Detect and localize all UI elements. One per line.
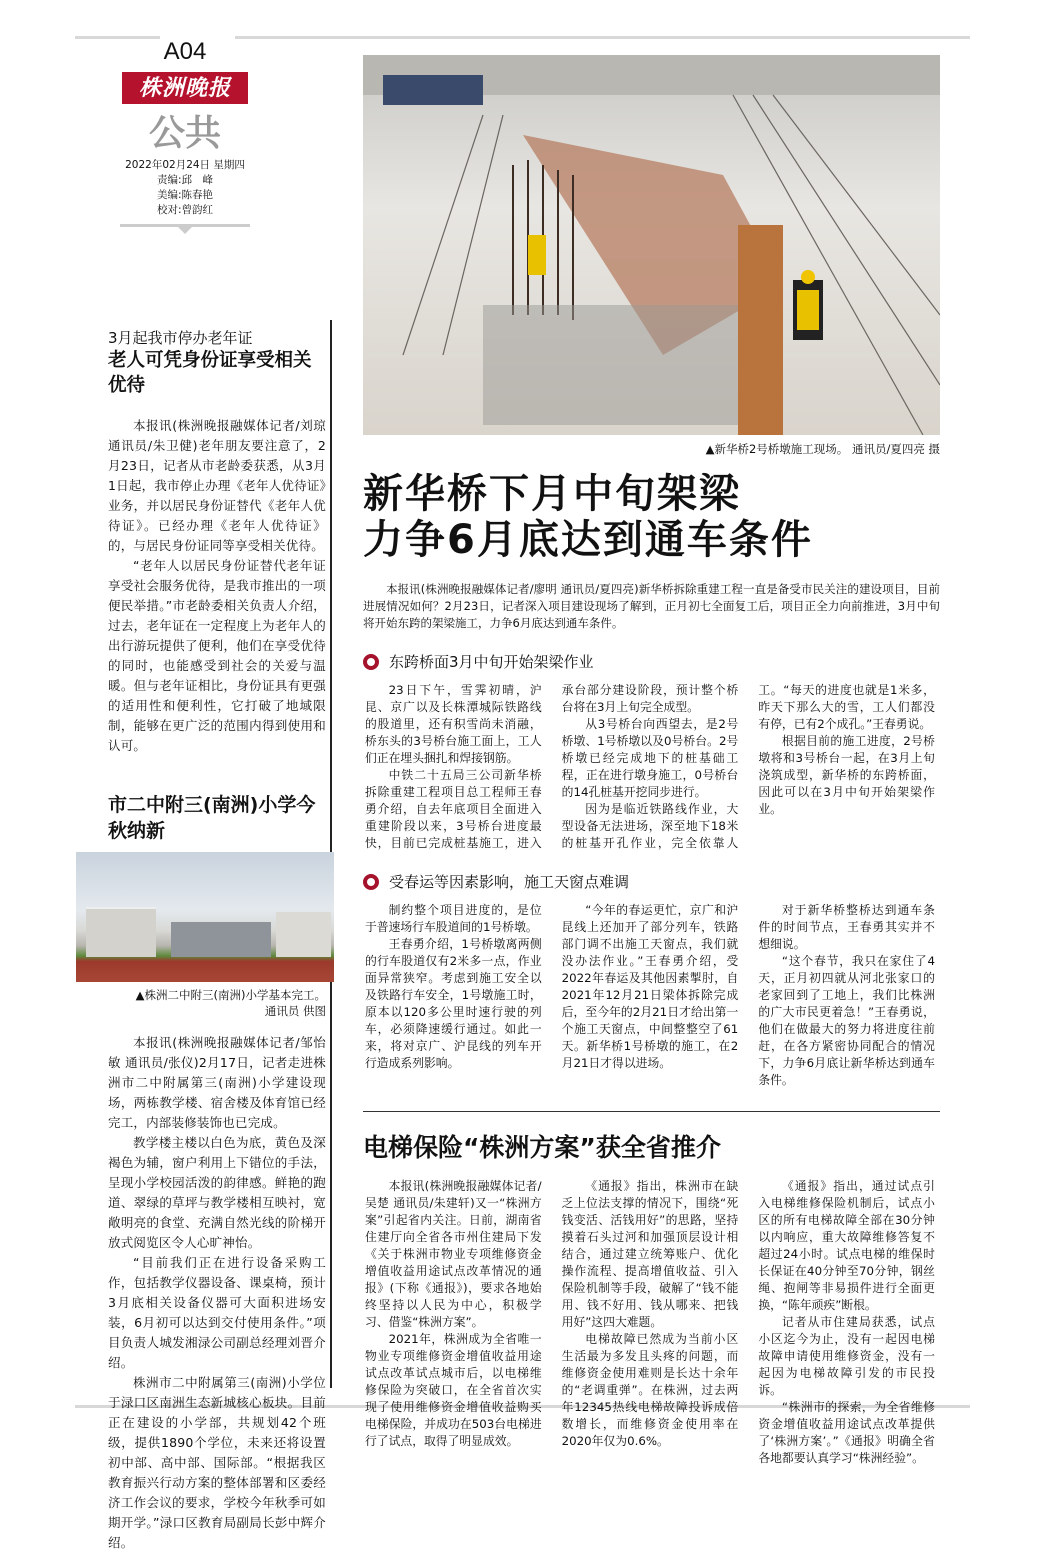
ring-bullet-icon [363,654,379,670]
bridge-lead: 本报讯(株洲晚报融媒体记者/廖明 通讯员/夏四亮)新华桥拆除重建工程一直是备受市民关注的建设项目，目前进展情况如何？2月23日，记者深入项目建设现场了解到，正月初七全面复工后，项目正全力向前推进，3月中旬将开始东跨的架梁施工，力争6月底达到通车条件。 [363,582,940,630]
section-heading [363,652,940,672]
editor: 责编:邱 峰 [156,174,214,186]
building-right [276,912,331,957]
article-school-body [108,1033,326,1553]
paragraph: 根据目前的施工进度，2号桥墩将和3号桥台一起，在3月上旬浇筑成型，新华桥的东跨桥面，因此可以在3月中旬开始架梁作业。 [758,734,935,816]
paragraph: “目前我们正在进行设备采购工作，包括教学仪器设备、课桌椅，预计3月底相关设备仪器可大面积进场安装，6月初可以达到交付使用条件。”项目负责人城发湘渌公司副总经理刘晋介绍。 [108,1255,326,1370]
article-divider [363,1111,940,1112]
headline-line: 新华桥下月中旬架梁 [363,471,741,517]
paragraph: 《通报》指出，通过试点引入电梯维修保险机制后，试点小区的所有电梯故障全部在30分钟以内响应，重大故障维修答复不超过24小时。试点电梯的维保时长保证在40分钟至70分钟，钢丝绳、抱闸等非易损件进行全面更换，“陈年顽疾”断根。 [758,1179,935,1312]
paragraph: 记者从市住建局获悉，试点小区迄今为止，没有一起因电梯故障申请使用维修资金，没有一起因为电梯故障引发的市民投诉。 [758,1315,935,1397]
paragraph: 制约整个项目进度的，是位于普速场行车股道间的1号桥墩。 [365,903,542,934]
masthead [105,38,265,227]
caption-text: ▲株洲二中附三(南洲)小学基本完工。 [135,988,326,1002]
paragraph: 王春勇介绍，1号桥墩离两侧的行车股道仅有2米多一点，作业面异常狭窄。考虑到施工安全以及铁路行车安全，1号墩施工时，原本以120多公里时速行驶的列车，必须降速缓行通过。如此一来，将对京广、沪昆线的列车开行造成系列影响。 [365,937,542,1070]
caption-credit: 通讯员 供图 [264,1004,326,1018]
article-kicker: 3月起我市停办老年证 [108,329,253,347]
left-column [108,328,326,1553]
paragraph: “这个春节，我只在家住了4天，正月初四就从河北张家口的老家回到了工地上，我们比株洲的广大市民更着急！”王春勇说，他们在做最大的努力将进度往前赶，在各方紧密协同配合的情况下，力争6月底让新华桥达到通车条件。 [758,954,935,1087]
section-title: 受春运等因素影响，施工天窗点难调 [389,873,630,891]
proofreader: 校对:曾韵红 [156,204,214,216]
ring-bullet-icon [363,874,379,890]
article-school [108,792,326,1553]
paragraph: 从3号桥台向西望去，是2号桥墩、1号桥墩以及0号桥台。2号桥墩已经完成地下的桩基础工程，正在进行墩身施工，0号桥台的14孔桩基开挖同步进行。 [561,717,739,799]
paragraph: 本报讯(株洲晚报融媒体记者/刘琼 通讯员/朱卫健)老年朋友要注意了，2月23日，记者从市老龄委获悉，从3月1日起，我市停止办理《老年人优待证》业务，并以居民身份证替代《老年人优待证》。已经办理《老年人优待证》的，与居民身份证同等享受相关优待。 [108,418,326,553]
page-number: A04 [163,38,207,65]
paragraph: “老年人以居民身份证替代老年证享受社会服务优待，是我市推出的一项便民举措。”市老龄委相关负责人介绍，过去，老年证在一定程度上为老年人的出行游玩提供了便利，他们在享受优待的同时，也能感受到社会的关爱与温暖。但与老年证相比，身份证具有更强的适用性和便利性，它打破了地域限制，能够在更广泛的范围内得到使用和认可。 [108,558,326,753]
paragraph: 电梯故障已然成为当前小区生活最为多发且头疼的问题，而维修资金使用难则是长达十余年的“老调重弹”。在株洲，过去两年12345热线电梯故障投诉成倍数增长，而维修资金使用率在2020年仅为0.6%。 [561,1332,739,1448]
paragraph: “今年的春运更忙，京广和沪昆线上还加开了部分列车，铁路部门调不出施工天窗点，我们就没办法作业。”王春勇介绍，受2022年春运及其他因素掣肘，自2021年12月21日梁体拆除完成后，至今年的2月21日才给出第一个施工天窗点，中间整整空了61天。新华桥1号桥墩的施工，在2月21日才得以进场。 [561,903,739,1070]
bridge-photo-caption: ▲新华桥2号桥墩施工现场。 通讯员/夏四亮 摄 [705,442,940,456]
paragraph: 本报讯(株洲晚报融媒体记者/吴楚 通讯员/朱建轩)又一“株洲方案”引起省内关注。日前，湖南省住建厅向全省各市州住建局下发《关于株洲市物业专项维修资金增值收益用途试点改革情况的通报》(下称《通报》)，要求各地始终坚持以人民为中心，积极学习、借鉴“株洲方案”。 [365,1179,542,1329]
bridge-construction-photo [363,55,940,435]
article-headline: 市二中附三(南洲)小学今秋纳新 [108,794,316,842]
article-elderly [108,328,326,756]
paragraph: 2021年，株洲成为全省唯一物业专项维修资金增值收益用途试点改革试点城市后，以电梯维修保险为突破口，在全省首次实现了使用维修资金增值收益购买电梯保险，并成功在503台电梯进行了试点，取得了明显成效。 [365,1332,542,1448]
paragraph: 对于新华桥整桥达到通车条件的时间节点，王春勇其实并不想细说。 [758,903,935,951]
school-photo [76,852,334,982]
bridge-headline [363,471,940,563]
art-editor: 美编:陈春艳 [156,189,214,201]
bridge-section2-body [365,902,935,1089]
chevron-down-icon [120,224,250,227]
building-left [86,907,156,957]
paragraph: 中铁二十五局三公司新华桥拆除重建工程项目总工程师王春勇介绍，自去年底项目全面进入重建阶段以来，3号桥台进度最快，目前已完成桩基施工，进入承台部分建设阶段，预计整个桥台将在3月上旬完全成型。 [365,683,739,850]
photo-illustration [363,55,940,435]
school-photo-caption [108,987,326,1019]
section-name: 公共 [148,112,221,154]
elevator-body [365,1178,935,1467]
paragraph: “株洲市的探索，为全省维修资金增值收益用途试点改革提供了‘株洲方案’。”《通报》明确全省各地都要认真学习“株洲经验”。 [758,1400,935,1465]
section-heading [363,872,940,892]
top-rule-right [235,36,970,39]
elevator-headline: 电梯保险“株洲方案”获全省推介 [363,1133,721,1162]
paragraph: 教学楼主楼以白色为底，黄色及深褐色为辅，窗户利用上下错位的手法，呈现小学校园活泼的韵律感。鲜艳的跑道、翠绿的草坪与教学楼相互映衬，宽敞明亮的食堂、充满自然光线的阶梯开放式阅览区令人心旷神怡。 [108,1135,326,1250]
paragraph: 本报讯(株洲晚报融媒体记者/邹怡敏 通讯员/张仪)2月17日，记者走进株洲市二中附属第三(南洲)小学建设现场，两栋教学楼、宿舍楼及体育馆已经完工，内部装修装饰也已完成。 [108,1035,326,1130]
right-column [363,55,940,1467]
paragraph: 《通报》指出，株洲市在缺乏上位法支撑的情况下，围绕“死钱变活、活钱用好”的思路，坚持摸着石头过河和加强顶层设计相结合，通过建立统筹账户、优化操作流程、提高增值收益、引入保险机制等手段，破解了“钱不能用、钱不好用、钱从哪来、把钱用好”这四大难题。 [561,1179,739,1329]
paragraph: 23日下午，雪霁初晴，沪昆、京广以及长株潭城际铁路线的股道里，还有积雪尚未消融，桥东头的3号桥台施工面上，工人们正在埋头捆扎和焊接钢筋。 [365,683,542,765]
section-title: 东跨桥面3月中旬开始架梁作业 [389,653,594,671]
building-center [171,922,271,957]
paragraph: 因为是临近铁路线作业，大型设备无法进场，深至地下18米的桩基开孔作业，完全依靠人工。“每天的进度也就是1米多，昨天下那么大的雪，工人们都没有停，已有2个成孔。”王春勇说。 [561,683,935,850]
issue-date: 2022年02月24日 星期四 [125,159,245,171]
headline-line: 力争6月底达到通车条件 [363,517,813,563]
paper-logo: 株洲晚报 [122,72,248,104]
bridge-section1-body [365,682,935,852]
paragraph: 株洲市二中附属第三(南洲)小学位于渌口区南洲生态新城核心板块。目前正在建设的小学部，共规划42个班级，提供1890个学位，未来还将设置初中部、高中部、国际部。“根据我区教育振兴行动方案的整体部署和区委经济工作会议的要求，学校今年秋季可如期开学。”渌口区教育局副局长彭中辉介绍。 [108,1375,326,1550]
article-headline: 老人可凭身份证享受相关优待 [108,350,312,396]
